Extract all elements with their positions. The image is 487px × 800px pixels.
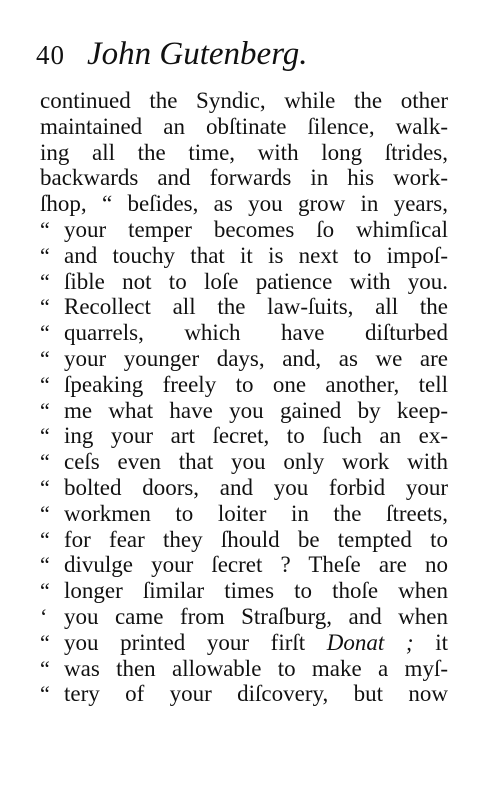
quote-mark: “ — [40, 268, 50, 294]
text-line: “ ſible not to loſe patience with you. — [40, 268, 448, 294]
quote-mark: “ — [40, 449, 50, 475]
quote-mark: “ — [40, 345, 50, 371]
text-line: “ workmen to loiter in the ſtreets, — [40, 500, 448, 526]
text-line — [40, 630, 448, 656]
text-line: ſhop, “ beſides, as you grow in years, — [40, 191, 448, 217]
text-line: “ your temper becomes ſo whimſical — [40, 216, 448, 242]
text-line: backwards and forwards in his work- — [40, 165, 448, 191]
quote-mark: “ — [40, 629, 50, 655]
text-line: “ Recollect all the law-ſuits, all the — [40, 294, 448, 320]
quote-mark: “ — [40, 423, 50, 449]
quote-mark: “ — [40, 655, 50, 681]
body-text — [40, 88, 448, 707]
italic-title: Donat ; — [326, 629, 414, 655]
page-number: 40 — [36, 40, 65, 70]
quote-mark: ‘ — [40, 603, 48, 629]
text-line: maintained an obſtinate ſilence, walk- — [40, 113, 448, 139]
quote-mark: “ — [40, 397, 50, 423]
quote-mark: “ — [40, 242, 50, 268]
running-head: John Gutenberg. — [87, 36, 308, 72]
quote-mark: “ — [40, 681, 50, 707]
quote-mark: “ — [40, 474, 50, 500]
text-line: “ ſpeaking freely to one another, tell — [40, 371, 448, 397]
quote-mark: “ — [40, 578, 50, 604]
quote-mark: “ — [40, 216, 50, 242]
text-line: “ longer ſimilar times to thoſe when — [40, 578, 448, 604]
text-line-content: you printed your firſt Donat ; it — [64, 629, 448, 655]
text-line: “ ing your art ſecret, to ſuch an ex- — [40, 423, 448, 449]
text-line: “ ceſs even that you only work with — [40, 449, 448, 475]
quote-mark: “ — [40, 526, 50, 552]
text-line: “ me what have you gained by keep- — [40, 397, 448, 423]
page-header — [36, 36, 308, 76]
text-line: continued the Syndic, while the other — [40, 88, 448, 113]
text-line: “ quarrels, which have diſturbed — [40, 320, 448, 346]
text-line: “ was then allowable to make a myſ- — [40, 655, 448, 681]
text-line: “ tery of your diſcovery, but now — [40, 681, 448, 707]
text-line: “ your younger days, and, as we are — [40, 345, 448, 371]
quote-mark: “ — [40, 552, 50, 578]
text-line: ing all the time, with long ſtrides, — [40, 139, 448, 165]
text-line: “ divulge your ſecret ? Theſe are no — [40, 552, 448, 578]
quote-mark: “ — [40, 371, 50, 397]
text-line: ‘ you came from Straſburg, and when — [40, 603, 448, 629]
quote-mark: “ — [40, 294, 50, 320]
text-line: “ for fear they ſhould be tempted to — [40, 526, 448, 552]
quote-mark: “ — [40, 500, 50, 526]
text-line: “ bolted doors, and you forbid your — [40, 474, 448, 500]
text-line: “ and touchy that it is next to impoſ- — [40, 242, 448, 268]
quote-mark: “ — [40, 320, 50, 346]
